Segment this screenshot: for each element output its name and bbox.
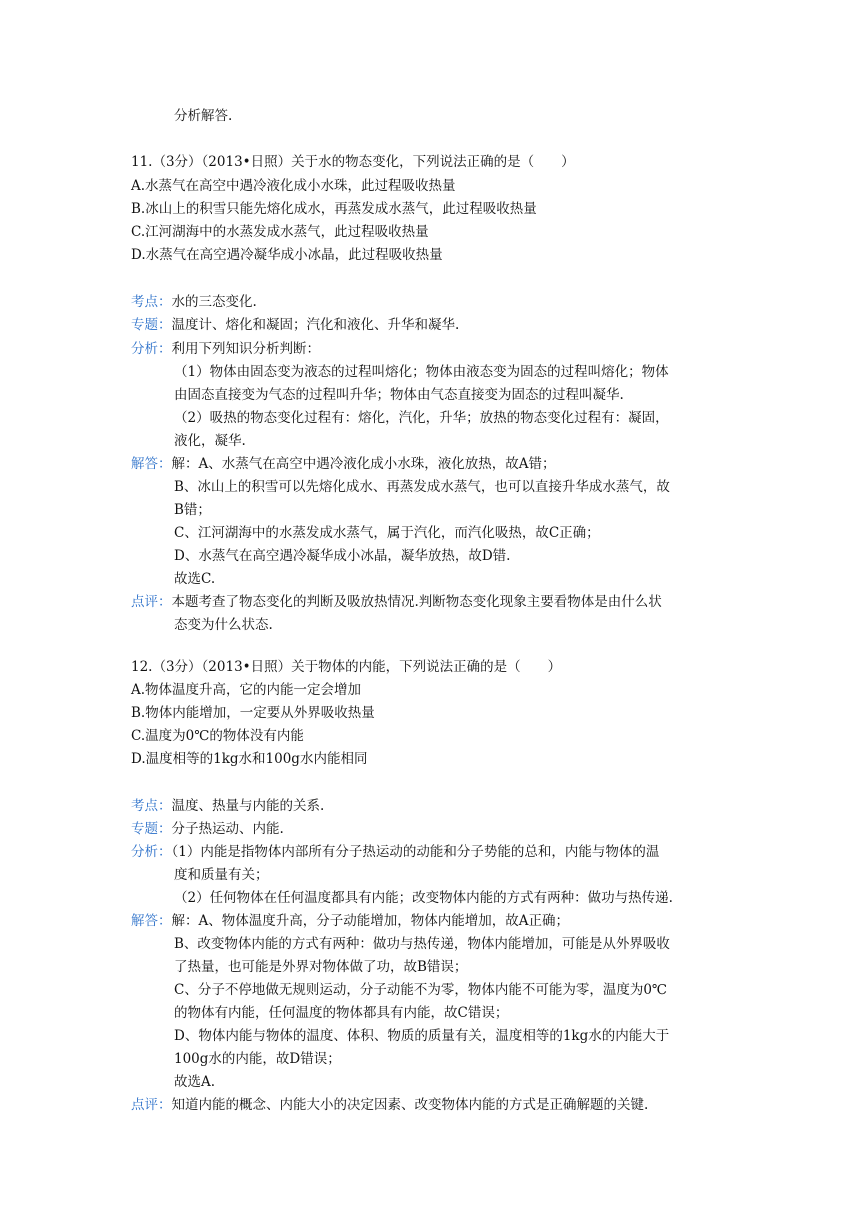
- jieda-line: C、江河湖海中的水蒸发成水蒸气，属于汽化，而汽化吸热，故C正确；: [174, 525, 600, 541]
- jieda-label: 解答: [131, 456, 158, 472]
- fenxi-line: 利用下列知识分析判断：: [171, 341, 320, 357]
- question-heading: [131, 152, 575, 172]
- fenxi-label: 分析: [131, 844, 158, 860]
- fenxi-line: （2）吸热的物态变化过程有：熔化，汽化，升华；放热的物态变化过程有：凝固，: [174, 410, 669, 426]
- dianping-label: 点评: [131, 594, 158, 610]
- jieda-line: 解：A、水蒸气在高空中遇冷液化成小水珠，液化放热，故A错；: [171, 456, 556, 472]
- fenxi-row: 分析：（1）内能是指物体内部所有分子热运动的动能和分子势能的总和，内能与物体的温: [131, 844, 660, 860]
- dianping-line: 知道内能的概念、内能大小的决定因素、改变物体内能的方式是正确解题的关键.: [171, 1097, 649, 1113]
- kaodian-text: 水的三态变化.: [171, 294, 257, 310]
- jieda-line: 解：A、物体温度升高，分子动能增加，物体内能增加，故A正确；: [171, 913, 569, 929]
- zhuanti-label: 专题: [131, 317, 158, 333]
- question-number-source: 11.（3分）（2013•日照）: [131, 154, 292, 170]
- jieda-label: 解答: [131, 913, 158, 929]
- dianping-line: 态变为什么状态.: [174, 617, 273, 633]
- option-a: A.水蒸气在高空中遇冷液化成小水珠，此过程吸收热量: [131, 178, 456, 194]
- fenxi-line: （1）内能是指物体内部所有分子热运动的动能和分子势能的总和，内能与物体的温: [171, 844, 660, 860]
- question-stem: 关于物体的内能，下列说法正确的是（ ）: [291, 659, 562, 675]
- jieda-row: 解答：解：A、水蒸气在高空中遇冷液化成小水珠，液化放热，故A错；: [131, 456, 556, 472]
- dianping-row: 点评：知道内能的概念、内能大小的决定因素、改变物体内能的方式是正确解题的关键.: [131, 1097, 649, 1113]
- zhuanti-text: 温度计、熔化和凝固；汽化和液化、升华和凝华.: [171, 317, 460, 333]
- jieda-row: 解答：解：A、物体温度升高，分子动能增加，物体内能增加，故A正确；: [131, 913, 569, 929]
- zhuanti-row: 专题：分子热运动、内能.: [131, 821, 284, 837]
- option-d: D.温度相等的1kg水和100g水内能相同: [131, 751, 368, 767]
- option-a: A.物体温度升高，它的内能一定会增加: [131, 682, 362, 698]
- jieda-line: 了热量，也可能是外界对物体做了功，故B错误；: [174, 959, 468, 975]
- jieda-line: C、分子不停地做无规则运动，分子动能不为零，物体内能不可能为零，温度为0℃: [174, 982, 668, 998]
- fenxi-label: 分析: [131, 341, 158, 357]
- kaodian-row: 考点：水的三态变化.: [131, 294, 257, 310]
- kaodian-row: 考点：温度、热量与内能的关系.: [131, 798, 325, 814]
- jieda-line: 故选A.: [174, 1074, 216, 1090]
- kaodian-label: 考点: [131, 798, 158, 814]
- option-c: C.江河湖海中的水蒸发成水蒸气，此过程吸收热量: [131, 224, 429, 240]
- question-stem: 关于水的物态变化，下列说法正确的是（ ）: [291, 154, 575, 170]
- option-b: B.物体内能增加，一定要从外界吸收热量: [131, 705, 375, 721]
- jieda-line: 故选C.: [174, 571, 216, 587]
- jieda-line: 的物体有内能，任何温度的物体都具有内能，故C错误；: [174, 1005, 509, 1021]
- zhuanti-text: 分子热运动、内能.: [171, 821, 284, 837]
- kaodian-label: 考点: [131, 294, 158, 310]
- fenxi-line: 液化，凝华.: [174, 433, 246, 449]
- option-d: D.水蒸气在高空遇冷凝华成小冰晶，此过程吸收热量: [131, 247, 443, 263]
- carryover-text: 分析解答.: [174, 108, 233, 124]
- jieda-line: B、冰山上的积雪可以先熔化成水、再蒸发成水蒸气，也可以直接升华成水蒸气，故: [174, 479, 670, 495]
- kaodian-text: 温度、热量与内能的关系.: [171, 798, 325, 814]
- fenxi-row: 分析：利用下列知识分析判断：: [131, 341, 320, 357]
- jieda-line: D、水蒸气在高空遇冷凝华成小冰晶，凝华放热，故D错.: [174, 548, 511, 564]
- jieda-line: B、改变物体内能的方式有两种：做功与热传递，物体内能增加，可能是从外界吸收: [174, 936, 670, 952]
- option-b: B.冰山上的积雪只能先熔化成水，再蒸发成水蒸气，此过程吸收热量: [131, 201, 537, 217]
- dianping-row: 点评：本题考查了物态变化的判断及吸放热情况.判断物态变化现象主要看物体是由什么状: [131, 594, 662, 610]
- zhuanti-row: 专题：温度计、熔化和凝固；汽化和液化、升华和凝华.: [131, 317, 460, 333]
- dianping-label: 点评: [131, 1097, 158, 1113]
- option-c: C.温度为0℃的物体没有内能: [131, 728, 304, 744]
- jieda-line: 100g水的内能，故D错误；: [174, 1051, 341, 1067]
- fenxi-line: 由固态直接变为气态的过程叫升华；物体由气态直接变为固态的过程叫凝华.: [174, 387, 624, 403]
- zhuanti-label: 专题: [131, 821, 158, 837]
- fenxi-line: （1）物体由固态变为液态的过程叫熔化；物体由液态变为固态的过程叫熔化；物体: [174, 364, 669, 380]
- question-heading: [131, 657, 561, 677]
- question-number-source: 12.（3分）（2013•日照）: [131, 659, 292, 675]
- jieda-line: B错；: [174, 502, 211, 518]
- fenxi-line: 度和质量有关；: [174, 867, 269, 883]
- jieda-line: D、物体内能与物体的温度、体积、物质的质量有关，温度相等的1kg水的内能大于: [174, 1028, 670, 1044]
- dianping-line: 本题考查了物态变化的判断及吸放热情况.判断物态变化现象主要看物体是由什么状: [171, 594, 662, 610]
- fenxi-line: （2）任何物体在任何温度都具有内能；改变物体内能的方式有两种：做功与热传递.: [174, 890, 673, 906]
